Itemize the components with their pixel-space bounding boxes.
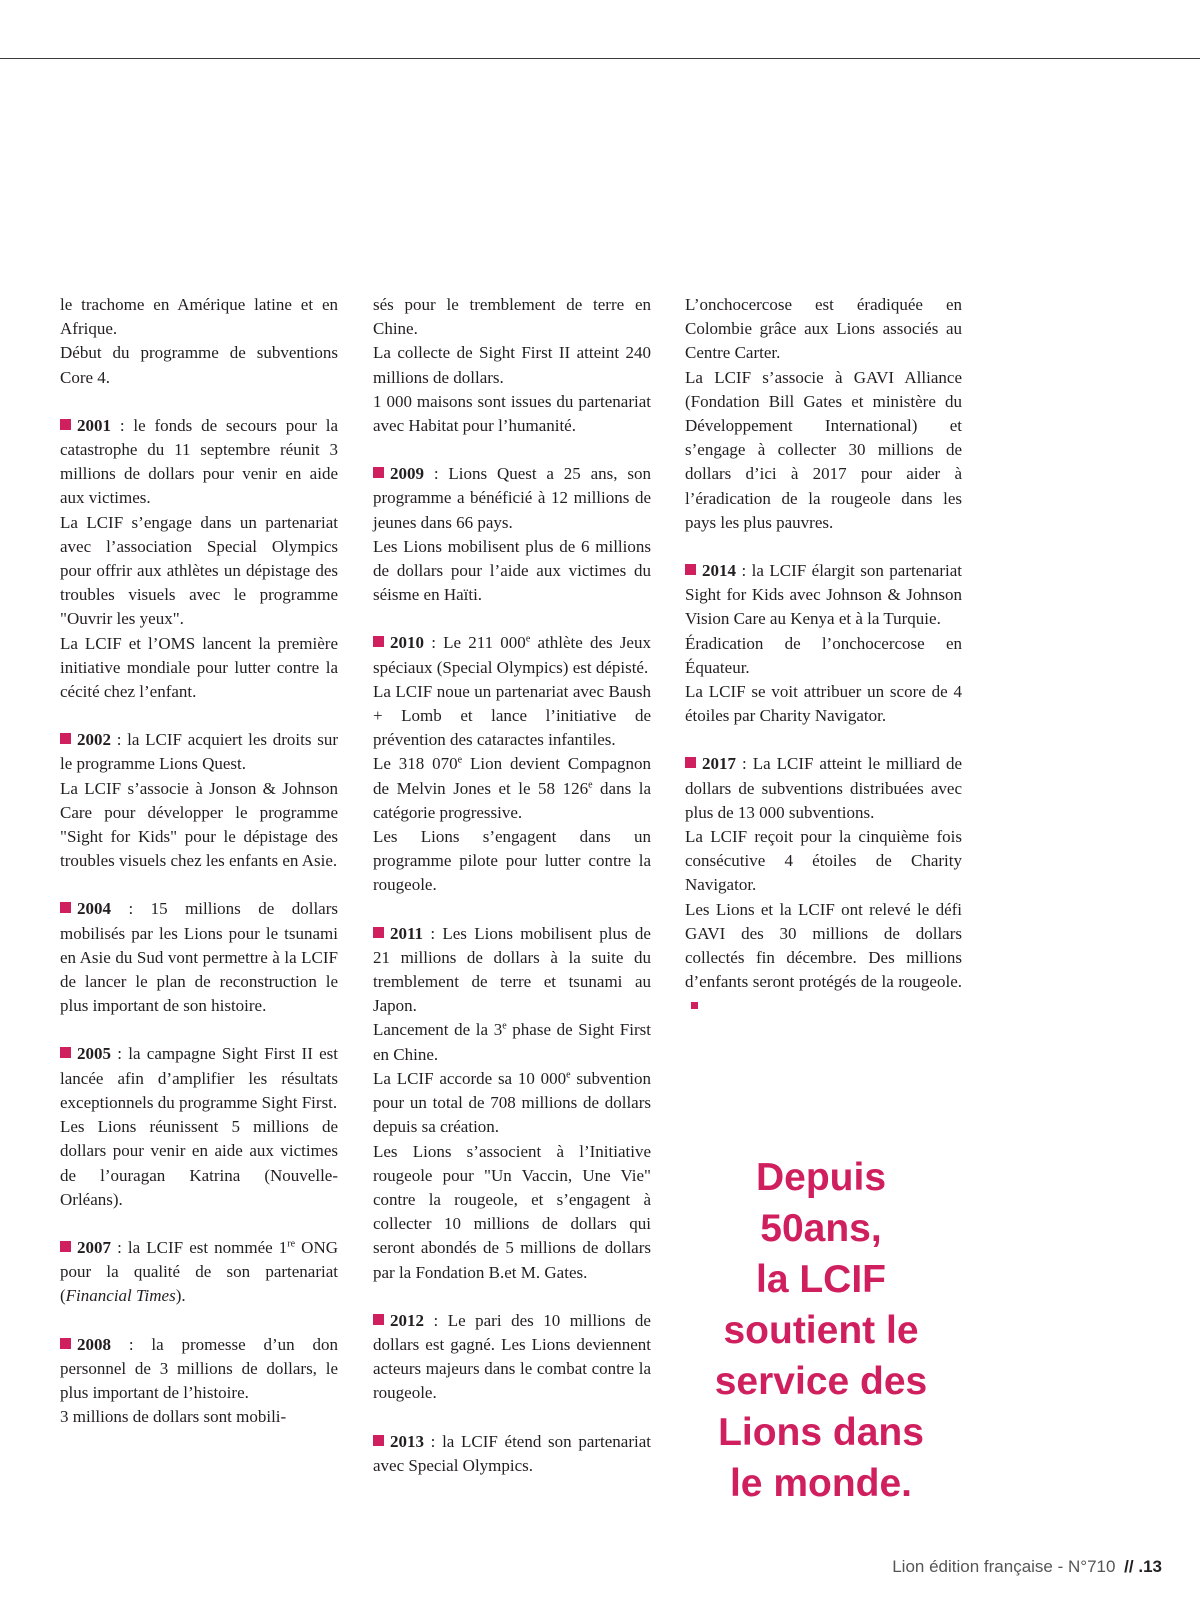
year-colon: : [736, 754, 753, 774]
footer-separator: // [1124, 1557, 1134, 1576]
timeline-entry-2009 [373, 462, 651, 607]
entry-paragraph [373, 752, 651, 825]
bullet-square [373, 467, 384, 478]
text-run: Le 318 070 [373, 754, 458, 774]
top-rule [0, 58, 1200, 59]
pull-quote-line: Lions dans [718, 1411, 924, 1454]
entry-year: 2017 [702, 754, 736, 774]
superscript: e [457, 754, 463, 766]
page-footer [892, 1557, 1162, 1577]
timeline-entry-2002 [60, 728, 338, 873]
pull-quote-line: soutient le [723, 1309, 919, 1352]
text-run: La LCIF accorde sa 10 000 [373, 1068, 567, 1088]
entry-paragraph [60, 414, 338, 511]
pull-quote-line: 50ans, [760, 1207, 882, 1250]
year-colon: : [424, 633, 444, 653]
text-run: Les Lions s’engagent dans un programme pilote pour lutter contre la rougeole. [373, 827, 651, 895]
column-1 [60, 293, 338, 1453]
bullet-square [60, 902, 71, 913]
text-run: La LCIF atteint le milliard de dollars de subventions distribuées avec plus de 13 000 subventions. [685, 754, 962, 822]
entry-paragraph [60, 1115, 338, 1212]
year-colon: : [424, 464, 449, 484]
text-run: le trachome en Amérique latine et en Afrique. [60, 295, 338, 339]
year-colon: : [111, 1044, 129, 1064]
text-run: La LCIF s’associe à Jonson & Johnson Care pour développer le programme "Sight for Kids" pour le dépistage des troubles visuels chez les enfants en Asie. [60, 778, 338, 871]
entry-paragraph [373, 825, 651, 898]
bullet-square [60, 1241, 71, 1252]
bullet-square [60, 733, 71, 744]
text-run: dans la catégorie progressive. [373, 778, 651, 822]
year-colon: : [111, 730, 128, 750]
entry-paragraph [60, 341, 338, 389]
superscript: re [287, 1238, 296, 1250]
entry-year: 2009 [390, 464, 424, 484]
timeline-entry-2001 [60, 414, 338, 704]
entry-paragraph [60, 897, 338, 1018]
text-run: Les Lions mobilisent plus de 6 millions de dollars pour l’aide aux victimes du séisme en Haïti. [373, 536, 651, 605]
entry-paragraph [60, 632, 338, 705]
entry-paragraph [373, 631, 651, 679]
entry-year: 2004 [77, 899, 111, 919]
text-run: Lion devient Compagnon de Melvin Jones et le 58 126 [373, 754, 651, 798]
pull-quote [700, 1152, 942, 1509]
text-run: La LCIF et l’OMS lancent la première initiative mondiale pour lutter contre la cécité chez l’enfant. [60, 633, 338, 702]
bullet-square [60, 419, 71, 430]
entry-paragraph [373, 535, 651, 608]
entry-paragraph [60, 511, 338, 632]
entry-paragraph [685, 680, 962, 728]
bullet-square [373, 1314, 384, 1325]
text-run: la campagne Sight First II est lancée afin d’amplifier les résultats exceptionnels du programme Sight First. [60, 1044, 338, 1112]
year-colon: : [423, 923, 443, 943]
entry-paragraph [373, 293, 651, 341]
timeline-entry-2010 [373, 631, 651, 897]
entry-year: 2008 [77, 1334, 111, 1354]
text-run: la LCIF étend son partenariat avec Special Olympics. [373, 1431, 651, 1475]
text-run: ONG pour la qualité de son partenariat ( [60, 1237, 338, 1306]
timeline-entry-continued [60, 293, 338, 390]
entry-paragraph [685, 559, 962, 632]
text-run: 1 000 maisons sont issues du partenariat avec Habitat pour l’humanité. [373, 391, 651, 436]
entry-paragraph [373, 390, 651, 438]
text-run: La LCIF reçoit pour la cinquième fois consécutive 4 étoiles de Charity Navigator. [685, 827, 962, 895]
entry-paragraph [60, 1405, 338, 1429]
timeline-entry-2005 [60, 1042, 338, 1211]
entry-paragraph [60, 1236, 338, 1309]
text-run: Éradication de l’onchocercose en Équateur. [685, 633, 962, 677]
entry-year: 2014 [702, 561, 736, 581]
text-run: la promesse d’un don personnel de 3 millions de dollars, le plus important de l’histoire. [60, 1334, 338, 1402]
text-run: Début du programme de subventions Core 4. [60, 343, 338, 387]
text-run: La LCIF se voit attribuer un score de 4 étoiles par Charity Navigator. [685, 682, 962, 726]
text-run: Le 211 000 [443, 633, 526, 653]
year-colon: : [111, 415, 134, 435]
text-run: L’onchocercose est éradiquée en Colombie grâce aux Lions associés au Centre Carter. [685, 295, 962, 363]
entry-paragraph [373, 1140, 651, 1285]
entry-paragraph [685, 366, 962, 535]
text-run: Lancement de la 3 [373, 1020, 503, 1040]
bullet-square [373, 1435, 384, 1446]
entry-year: 2010 [390, 633, 424, 653]
text-run: La collecte de Sight First II atteint 240 millions de dollars. [373, 343, 651, 387]
bullet-square [685, 564, 696, 575]
pull-quote-line: la LCIF [755, 1258, 886, 1301]
text-run: 3 millions de dollars sont mobili- [60, 1407, 287, 1427]
year-colon: : [736, 561, 752, 581]
text-run: Lions Quest a 25 ans, son programme a bénéficié à 12 millions de jeunes dans 66 pays. [373, 464, 651, 532]
timeline-entry-2011 [373, 922, 651, 1285]
entry-paragraph [373, 922, 651, 1019]
entry-year: 2002 [77, 730, 111, 750]
text-run: Le pari des 10 millions de dollars est gagné. Les Lions deviennent acteurs majeurs dans le combat contre la rougeole. [373, 1310, 651, 1403]
bullet-square [373, 636, 384, 647]
entry-paragraph [685, 632, 962, 680]
entry-paragraph [685, 752, 962, 825]
bullet-square [60, 1338, 71, 1349]
entry-paragraph [373, 462, 651, 535]
italic-text: Financial Times [65, 1286, 176, 1306]
text-run: La LCIF s’associe à GAVI Alliance (Fondation Bill Gates et ministère du Développement International) et s’engage à collecter 30 millions de dollars d’ici à 2017 pour aider à l’éradication de la rougeole dans les pays les plus pauvres. [685, 367, 962, 532]
entry-year: 2001 [77, 415, 111, 435]
superscript: e [502, 1020, 507, 1032]
year-colon: : [111, 899, 151, 919]
text-run: la LCIF acquiert les droits sur le programme Lions Quest. [60, 730, 338, 774]
entry-paragraph [373, 1430, 651, 1478]
pull-quote-line: service des [714, 1360, 928, 1403]
timeline-entry-2008 [60, 1333, 338, 1430]
text-run: phase de Sight First en Chine. [373, 1020, 651, 1064]
entry-year: 2013 [390, 1431, 424, 1451]
text-run: le fonds de secours pour la catastrophe du 11 septembre réunit 3 millions de dollars pour venir en aide aux victimes. [60, 415, 338, 508]
timeline-entry-2013 [373, 1430, 651, 1478]
text-run: sés pour le tremblement de terre en Chine. [373, 295, 651, 339]
entry-paragraph [685, 293, 962, 366]
publication-name: Lion édition française - N°710 [892, 1557, 1116, 1576]
text-run: ). [175, 1286, 186, 1306]
entry-year: 2007 [77, 1237, 111, 1257]
bullet-square [373, 927, 384, 938]
text-run: Les Lions s’associent à l’Initiative rougeole pour "Un Vaccin, Une Vie" contre la rougeole, et s’engagent à collecter 10 millions de dollars qui seront abondés de 5 millions de dollars par la Fondation B.et M. Gates. [373, 1141, 651, 1282]
entry-paragraph [373, 341, 651, 389]
entry-paragraph [60, 777, 338, 874]
page-number: .13 [1138, 1557, 1162, 1576]
entry-paragraph [685, 898, 962, 1019]
entry-year: 2012 [390, 1310, 424, 1330]
text-run: la LCIF est nommée 1 [127, 1237, 288, 1257]
entry-year: 2011 [390, 923, 424, 943]
timeline-entry-2007 [60, 1236, 338, 1309]
entry-paragraph [685, 825, 962, 898]
year-colon: : [111, 1237, 128, 1257]
text-run: La LCIF s’engage dans un partenariat avec l’association Special Olympics pour offrir aux athlètes un dépistage des troubles visuels avec le programme "Ouvrir les yeux". [60, 512, 338, 629]
pull-quote-line: Depuis [755, 1156, 887, 1199]
year-colon: : [424, 1431, 443, 1451]
year-colon: : [424, 1310, 448, 1330]
text-run: subvention pour un total de 708 millions de dollars depuis sa création. [373, 1068, 651, 1137]
text-run: La LCIF noue un partenariat avec Baush + Lomb et lance l’initiative de prévention des cataractes infantiles. [373, 681, 651, 750]
pull-quote-line: le monde. [729, 1462, 913, 1505]
entry-paragraph [60, 293, 338, 341]
timeline-entry-2012 [373, 1309, 651, 1406]
column-2 [373, 293, 651, 1502]
text-run: 15 millions de dollars mobilisés par les Lions pour le tsunami en Asie du Sud vont permettre à la LCIF de lancer le plan de reconstruction le plus important de son histoire. [60, 899, 339, 1016]
timeline-entry-2014 [685, 559, 962, 728]
entry-paragraph [60, 1333, 338, 1406]
column-3 [685, 293, 962, 1043]
bullet-square [685, 757, 696, 768]
entry-paragraph [373, 1067, 651, 1140]
entry-paragraph [373, 1018, 651, 1066]
superscript: e [525, 633, 531, 645]
superscript: e [566, 1069, 571, 1081]
bullet-square [60, 1047, 71, 1058]
text-run: la LCIF élargit son partenariat Sight for Kids avec Johnson & Johnson Vision Care au Kenya et à la Turquie. [685, 561, 962, 629]
text-run: Les Lions mobilisent plus de 21 millions de dollars à la suite du tremblement de terre et tsunami au Japon. [373, 923, 651, 1016]
entry-paragraph [60, 1042, 338, 1115]
superscript: e [588, 779, 593, 790]
entry-paragraph [60, 728, 338, 776]
text-run: Les Lions réunissent 5 millions de dollars pour venir en aide aux victimes de l’ouragan Katrina (Nouvelle-Orléans). [60, 1117, 338, 1209]
timeline-entry-2004 [60, 897, 338, 1018]
timeline-entry-continued [373, 293, 651, 438]
entry-paragraph [373, 1309, 651, 1406]
year-colon: : [111, 1334, 152, 1354]
entry-year: 2005 [77, 1044, 111, 1064]
entry-paragraph [373, 680, 651, 753]
timeline-entry-continued [685, 293, 962, 535]
text-run: athlète des Jeux spéciaux (Special Olympics) est dépisté. [373, 633, 651, 677]
text-run: Les Lions et la LCIF ont relevé le défi GAVI des 30 millions de dollars collectés fin décembre. Des millions d’enfants seront protégés de la rougeole. [685, 899, 962, 992]
timeline-entry-2017 [685, 752, 962, 1018]
end-mark [691, 1002, 698, 1009]
